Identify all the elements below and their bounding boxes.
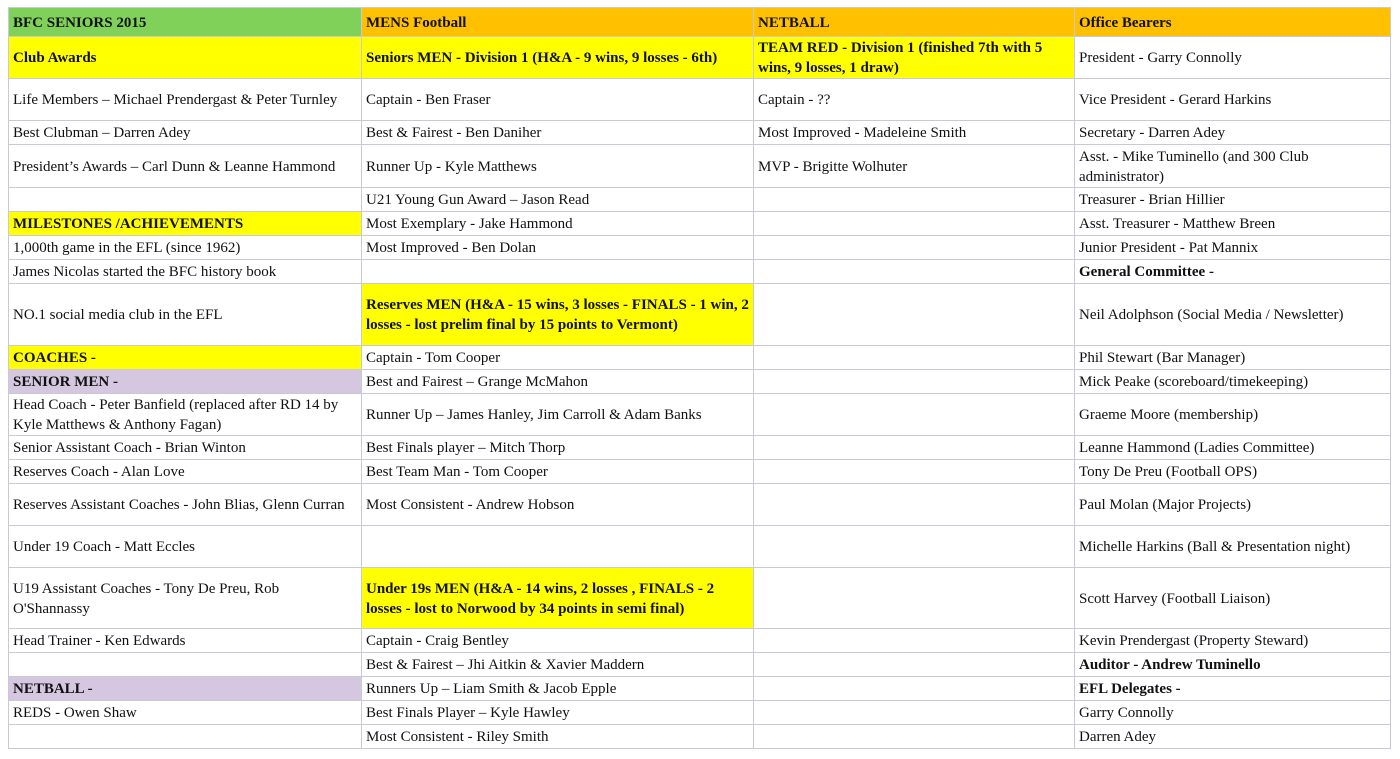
table-row xyxy=(9,37,1391,79)
table-cell[interactable] xyxy=(754,284,1075,346)
table-cell[interactable] xyxy=(9,653,362,677)
header-row xyxy=(9,8,1391,37)
table-cell[interactable]: 1,000th game in the EFL (since 1962) xyxy=(9,236,362,260)
table-cell[interactable]: Reserves Assistant Coaches - John Blias, Glenn Curran xyxy=(9,484,362,526)
table-cell[interactable]: Under 19s MEN (H&A - 14 wins, 2 losses , FINALS - 2 losses - lost to Norwood by 34 points in semi final) xyxy=(362,568,754,629)
table-cell[interactable] xyxy=(9,725,362,749)
table-cell[interactable] xyxy=(754,701,1075,725)
table-cell[interactable]: Garry Connolly xyxy=(1075,701,1391,725)
table-cell[interactable]: EFL Delegates - xyxy=(1075,677,1391,701)
table-cell[interactable]: Best and Fairest – Grange McMahon xyxy=(362,370,754,394)
table-cell[interactable]: Captain - ?? xyxy=(754,79,1075,121)
table-cell[interactable]: REDS - Owen Shaw xyxy=(9,701,362,725)
table-cell[interactable] xyxy=(362,260,754,284)
table-cell[interactable] xyxy=(9,188,362,212)
header-office-bearers[interactable]: Office Bearers xyxy=(1075,8,1391,37)
table-cell[interactable] xyxy=(754,526,1075,568)
table-cell[interactable]: Best Team Man - Tom Cooper xyxy=(362,460,754,484)
table-cell[interactable]: Senior Assistant Coach - Brian Winton xyxy=(9,436,362,460)
table-cell[interactable]: Darren Adey xyxy=(1075,725,1391,749)
table-cell[interactable]: Best & Fairest - Ben Daniher xyxy=(362,121,754,145)
table-cell[interactable]: Captain - Tom Cooper xyxy=(362,346,754,370)
table-cell[interactable]: President’s Awards – Carl Dunn & Leanne Hammond xyxy=(9,145,362,188)
table-cell[interactable]: Best Finals Player – Kyle Hawley xyxy=(362,701,754,725)
table-row xyxy=(9,188,1391,212)
table-cell[interactable]: COACHES - xyxy=(9,346,362,370)
table-row xyxy=(9,725,1391,749)
table-cell[interactable]: TEAM RED - Division 1 (finished 7th with 5 wins, 9 losses, 1 draw) xyxy=(754,37,1075,79)
table-cell[interactable]: Secretary - Darren Adey xyxy=(1075,121,1391,145)
table-cell[interactable]: SENIOR MEN - xyxy=(9,370,362,394)
table-cell[interactable]: Leanne Hammond (Ladies Committee) xyxy=(1075,436,1391,460)
table-cell[interactable]: Kevin Prendergast (Property Steward) xyxy=(1075,629,1391,653)
table-cell[interactable]: Captain - Ben Fraser xyxy=(362,79,754,121)
table-row xyxy=(9,394,1391,436)
table-cell[interactable]: James Nicolas started the BFC history book xyxy=(9,260,362,284)
table-row xyxy=(9,346,1391,370)
header-netball[interactable]: NETBALL xyxy=(754,8,1075,37)
table-row xyxy=(9,370,1391,394)
table-row xyxy=(9,236,1391,260)
table-cell[interactable] xyxy=(754,725,1075,749)
table-cell[interactable]: General Committee - xyxy=(1075,260,1391,284)
table-row xyxy=(9,629,1391,653)
table-cell[interactable]: Reserves MEN (H&A - 15 wins, 3 losses - FINALS - 1 win, 2 losses - lost prelim final by 15 points to Vermont) xyxy=(362,284,754,346)
table-cell[interactable] xyxy=(754,484,1075,526)
table-cell[interactable]: Auditor - Andrew Tuminello xyxy=(1075,653,1391,677)
table-cell[interactable]: Asst. Treasurer - Matthew Breen xyxy=(1075,212,1391,236)
table-cell[interactable]: Mick Peake (scoreboard/timekeeping) xyxy=(1075,370,1391,394)
table-cell[interactable] xyxy=(754,653,1075,677)
table-cell[interactable]: Under 19 Coach - Matt Eccles xyxy=(9,526,362,568)
table-cell[interactable]: Tony De Preu (Football OPS) xyxy=(1075,460,1391,484)
table-cell[interactable]: U19 Assistant Coaches - Tony De Preu, Rob O'Shannassy xyxy=(9,568,362,629)
table-row xyxy=(9,121,1391,145)
table-cell[interactable]: Most Exemplary - Jake Hammond xyxy=(362,212,754,236)
table-cell[interactable]: U21 Young Gun Award – Jason Read xyxy=(362,188,754,212)
table-row xyxy=(9,677,1391,701)
table-row xyxy=(9,284,1391,346)
table-cell[interactable]: Best Clubman – Darren Adey xyxy=(9,121,362,145)
awards-spreadsheet xyxy=(8,7,1391,749)
table-cell[interactable] xyxy=(754,436,1075,460)
table-cell[interactable]: Most Consistent - Riley Smith xyxy=(362,725,754,749)
table-row xyxy=(9,701,1391,725)
table-cell[interactable]: Life Members – Michael Prendergast & Peter Turnley xyxy=(9,79,362,121)
table-row xyxy=(9,436,1391,460)
table-row xyxy=(9,460,1391,484)
table-cell[interactable] xyxy=(754,236,1075,260)
table-row xyxy=(9,653,1391,677)
table-row xyxy=(9,212,1391,236)
table-cell[interactable] xyxy=(754,370,1075,394)
table-cell[interactable]: Michelle Harkins (Ball & Presentation night) xyxy=(1075,526,1391,568)
table-cell[interactable]: Best Finals player – Mitch Thorp xyxy=(362,436,754,460)
table-row xyxy=(9,260,1391,284)
table-row xyxy=(9,526,1391,568)
table-cell[interactable]: Neil Adolphson (Social Media / Newsletter) xyxy=(1075,284,1391,346)
header-mens-football[interactable]: MENS Football xyxy=(362,8,754,37)
table-cell[interactable]: Captain - Craig Bentley xyxy=(362,629,754,653)
table-cell[interactable]: Vice President - Gerard Harkins xyxy=(1075,79,1391,121)
table-cell[interactable]: Scott Harvey (Football Liaison) xyxy=(1075,568,1391,629)
table-cell[interactable] xyxy=(754,188,1075,212)
table-cell[interactable]: President - Garry Connolly xyxy=(1075,37,1391,79)
table-cell[interactable]: Best & Fairest – Jhi Aitkin & Xavier Maddern xyxy=(362,653,754,677)
table-cell[interactable]: NETBALL - xyxy=(9,677,362,701)
table-cell[interactable]: Runner Up – James Hanley, Jim Carroll & Adam Banks xyxy=(362,394,754,436)
table-row xyxy=(9,568,1391,629)
table-cell[interactable]: Most Consistent - Andrew Hobson xyxy=(362,484,754,526)
table-cell[interactable] xyxy=(754,346,1075,370)
table-cell[interactable]: Asst. - Mike Tuminello (and 300 Club administrator) xyxy=(1075,145,1391,188)
table-cell[interactable] xyxy=(754,394,1075,436)
table-cell[interactable] xyxy=(754,260,1075,284)
table-cell[interactable]: Reserves Coach - Alan Love xyxy=(9,460,362,484)
table-cell[interactable]: Treasurer - Brian Hillier xyxy=(1075,188,1391,212)
table-row xyxy=(9,145,1391,188)
table-cell[interactable]: Runner Up - Kyle Matthews xyxy=(362,145,754,188)
table-cell[interactable]: MILESTONES /ACHIEVEMENTS xyxy=(9,212,362,236)
table-cell[interactable]: Junior President - Pat Mannix xyxy=(1075,236,1391,260)
table-cell[interactable]: Paul Molan (Major Projects) xyxy=(1075,484,1391,526)
header-bfc-seniors[interactable]: BFC SENIORS 2015 xyxy=(9,8,362,37)
table-cell[interactable]: Most Improved - Madeleine Smith xyxy=(754,121,1075,145)
table-cell[interactable] xyxy=(362,526,754,568)
table-cell[interactable]: Most Improved - Ben Dolan xyxy=(362,236,754,260)
table-cell[interactable]: Head Coach - Peter Banfield (replaced after RD 14 by Kyle Matthews & Anthony Fagan) xyxy=(9,394,362,436)
table-cell[interactable] xyxy=(754,212,1075,236)
table-cell[interactable]: Seniors MEN - Division 1 (H&A - 9 wins, 9 losses - 6th) xyxy=(362,37,754,79)
table-cell[interactable]: Phil Stewart (Bar Manager) xyxy=(1075,346,1391,370)
table-cell[interactable]: Graeme Moore (membership) xyxy=(1075,394,1391,436)
table-row xyxy=(9,79,1391,121)
table-cell[interactable]: NO.1 social media club in the EFL xyxy=(9,284,362,346)
table-cell[interactable] xyxy=(754,629,1075,653)
table-cell[interactable] xyxy=(754,568,1075,629)
table-cell[interactable]: Head Trainer - Ken Edwards xyxy=(9,629,362,653)
table-cell[interactable]: Runners Up – Liam Smith & Jacob Epple xyxy=(362,677,754,701)
table-cell[interactable]: Club Awards xyxy=(9,37,362,79)
table-cell[interactable] xyxy=(754,677,1075,701)
table-row xyxy=(9,484,1391,526)
table-cell[interactable]: MVP - Brigitte Wolhuter xyxy=(754,145,1075,188)
table-cell[interactable] xyxy=(754,460,1075,484)
